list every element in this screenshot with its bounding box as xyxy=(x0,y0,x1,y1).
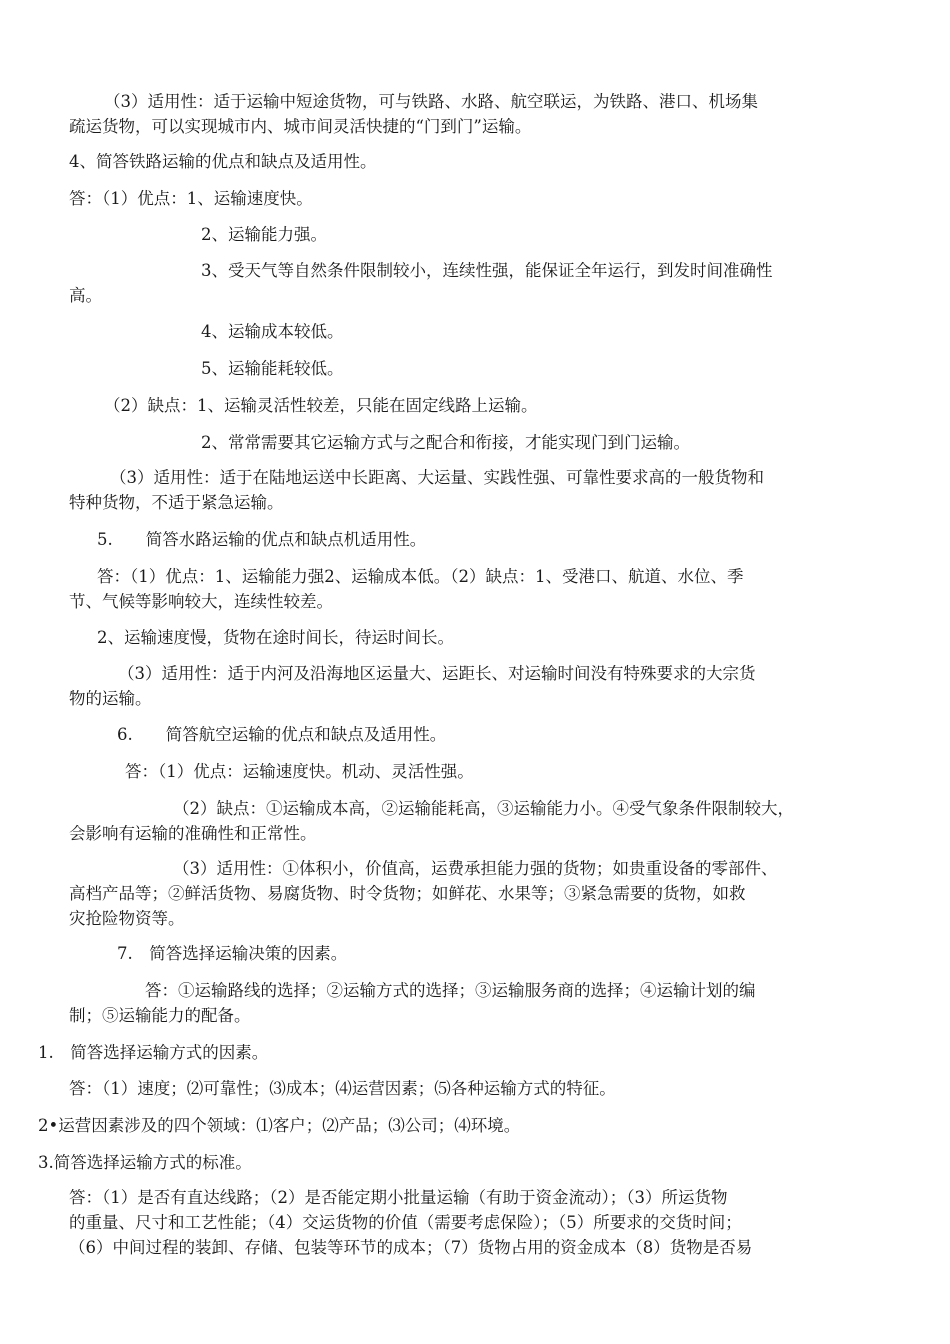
text-line: 答：（1）是否有直达线路；（2）是否能定期小批量运输（有助于资金流动）；（3）所运货物 xyxy=(69,1188,728,1207)
section-heading: 1. 简答选择运输方式的因素。 xyxy=(38,1043,269,1062)
text-line: 答：（1）优点：1、运输速度快。 xyxy=(69,189,313,208)
text-line: 答：①运输路线的选择；②运输方式的选择；③运输服务商的选择；④运输计划的编 xyxy=(145,981,756,1000)
text-line: 疏运货物，可以实现城市内、城市间灵活快捷的“门到门”运输。 xyxy=(69,117,532,136)
text-line: （2）缺点：1、运输灵活性较差，只能在固定线路上运输。 xyxy=(104,396,538,415)
text-line: （3）适用性：适于内河及沿海地区运量大、运距长、对运输时间没有特殊要求的大宗货 xyxy=(118,664,756,683)
section-heading: 4、简答铁路运输的优点和缺点及适用性。 xyxy=(69,152,377,171)
text-line: （3）适用性：①体积小，价值高，运费承担能力强的货物；如贵重设备的零部件、 xyxy=(173,859,778,878)
text-line: （2）缺点：①运输成本高，②运输能耗高，③运输能力小。④受气象条件限制较大， xyxy=(173,799,794,818)
text-line: 答：（1）优点：1、运输能力强2、运输成本低。（2）缺点：1、受港口、航道、水位、季 xyxy=(97,567,744,586)
section-heading: 3.简答选择运输方式的标准。 xyxy=(38,1153,252,1172)
text-line: 5、运输能耗较低。 xyxy=(201,359,344,378)
text-line: 节、气候等影响较大，连续性较差。 xyxy=(69,592,333,611)
text-line: 灾抢险物资等。 xyxy=(69,909,185,928)
text-line: （6）中间过程的装卸、存储、包装等环节的成本；（7）货物占用的资金成本（8）货物是否易 xyxy=(69,1238,753,1257)
text-line: 2、常常需要其它运输方式与之配合和衔接，才能实现门到门运输。 xyxy=(201,433,690,452)
text-line: 2、运输能力强。 xyxy=(201,225,327,244)
text-line: 高档产品等；②鲜活货物、易腐货物、时令货物；如鲜花、水果等；③紧急需要的货物，如救 xyxy=(69,884,746,903)
section-heading: 7. 简答选择运输决策的因素。 xyxy=(117,944,348,963)
text-line: 答：（1）速度；⑵可靠性；⑶成本；⑷运营因素；⑸各种运输方式的特征。 xyxy=(69,1079,616,1098)
text-line: 物的运输。 xyxy=(69,689,152,708)
text-line: 4、运输成本较低。 xyxy=(201,322,344,341)
text-line: 答：（1）优点：运输速度快。机动、灵活性强。 xyxy=(125,762,474,781)
text-line: （3）适用性：适于运输中短途货物，可与铁路、水路、航空联运，为铁路、港口、机场集 xyxy=(104,92,758,111)
text-line: 特种货物，不适于紧急运输。 xyxy=(69,493,284,512)
text-line: 2•运营因素涉及的四个领域：⑴客户；⑵产品；⑶公司；⑷环境。 xyxy=(38,1116,521,1135)
text-line: 会影响有运输的准确性和正常性。 xyxy=(69,824,317,843)
text-line: 高。 xyxy=(69,286,102,305)
text-line: 的重量、尺寸和工艺性能；（4）交运货物的价值（需要考虑保险）；（5）所要求的交货时间； xyxy=(69,1213,742,1232)
section-heading: 6. 简答航空运输的优点和缺点及适用性。 xyxy=(117,725,447,744)
text-line: 2、运输速度慢，货物在途时间长，待运时间长。 xyxy=(97,628,454,647)
section-heading: 5. 简答水路运输的优点和缺点机适用性。 xyxy=(97,530,427,549)
text-line: 3、受天气等自然条件限制较小，连续性强，能保证全年运行，到发时间准确性 xyxy=(201,261,773,280)
text-line: （3）适用性：适于在陆地运送中长距离、大运量、实践性强、可靠性要求高的一般货物和 xyxy=(110,468,764,487)
text-line: 制；⑤运输能力的配备。 xyxy=(69,1006,251,1025)
